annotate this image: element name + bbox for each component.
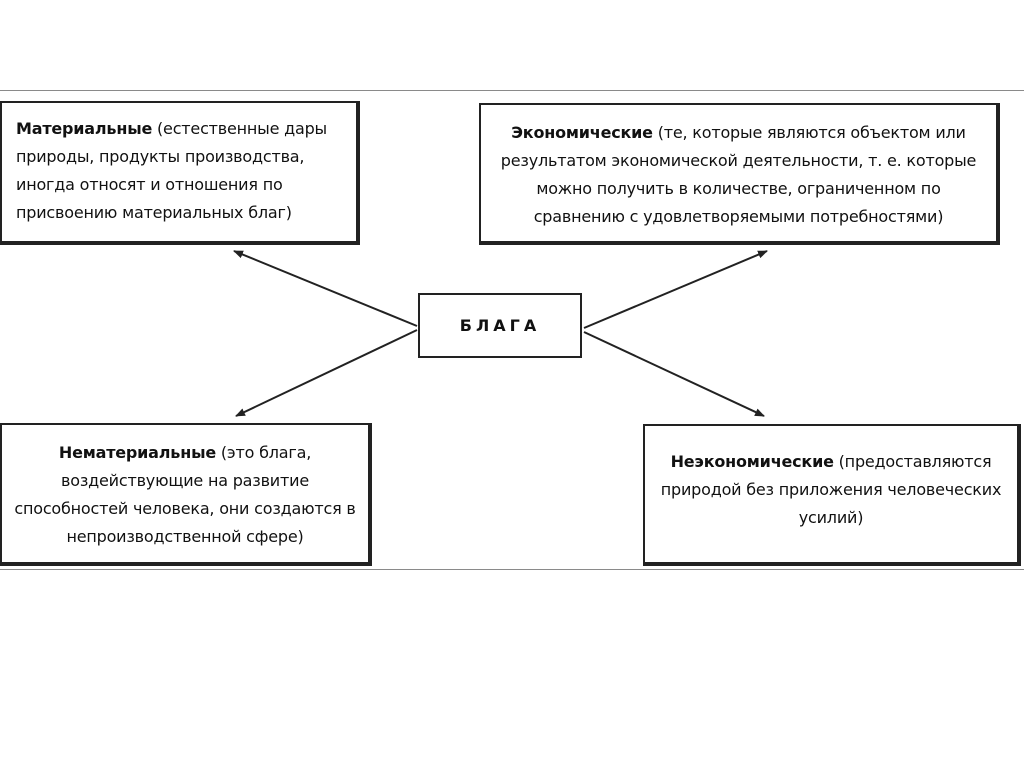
noneconomic-goods-title: Неэкономические xyxy=(670,452,834,471)
bottom-margin xyxy=(0,570,1024,767)
nonmaterial-goods-text: (это блага, воздействующие на развитие способностей человека, они создаются в непроизводственной сфере) xyxy=(14,443,356,546)
economic-goods-box xyxy=(479,103,1000,245)
material-goods-box xyxy=(0,101,360,245)
material-goods-text: (естественные дары природы, продукты производства, иногда относят и отношения по присвоению материальных благ) xyxy=(16,119,327,222)
noneconomic-goods-text: (предоставляются природой без приложения человеческих усилий) xyxy=(660,452,1002,527)
goods-center-box xyxy=(418,293,582,358)
noneconomic-goods-box xyxy=(643,424,1021,566)
arrow-to-noneconomic xyxy=(584,332,764,416)
arrow-to-nonmaterial xyxy=(236,330,417,416)
goods-center-label: БЛАГА xyxy=(459,316,541,335)
arrow-to-economic xyxy=(584,251,767,328)
economic-goods-title: Экономические xyxy=(511,123,653,142)
nonmaterial-goods-title: Нематериальные xyxy=(58,443,216,462)
nonmaterial-goods-box xyxy=(0,423,372,566)
economic-goods-text: (те, которые являются объектом или результатом экономической деятельности, т. е. которые можно получить в количестве, ограниченном по сравнению с удовлетворяемыми потребностями) xyxy=(500,123,977,226)
arrow-to-material xyxy=(234,251,417,326)
material-goods-title: Материальные xyxy=(16,119,153,138)
